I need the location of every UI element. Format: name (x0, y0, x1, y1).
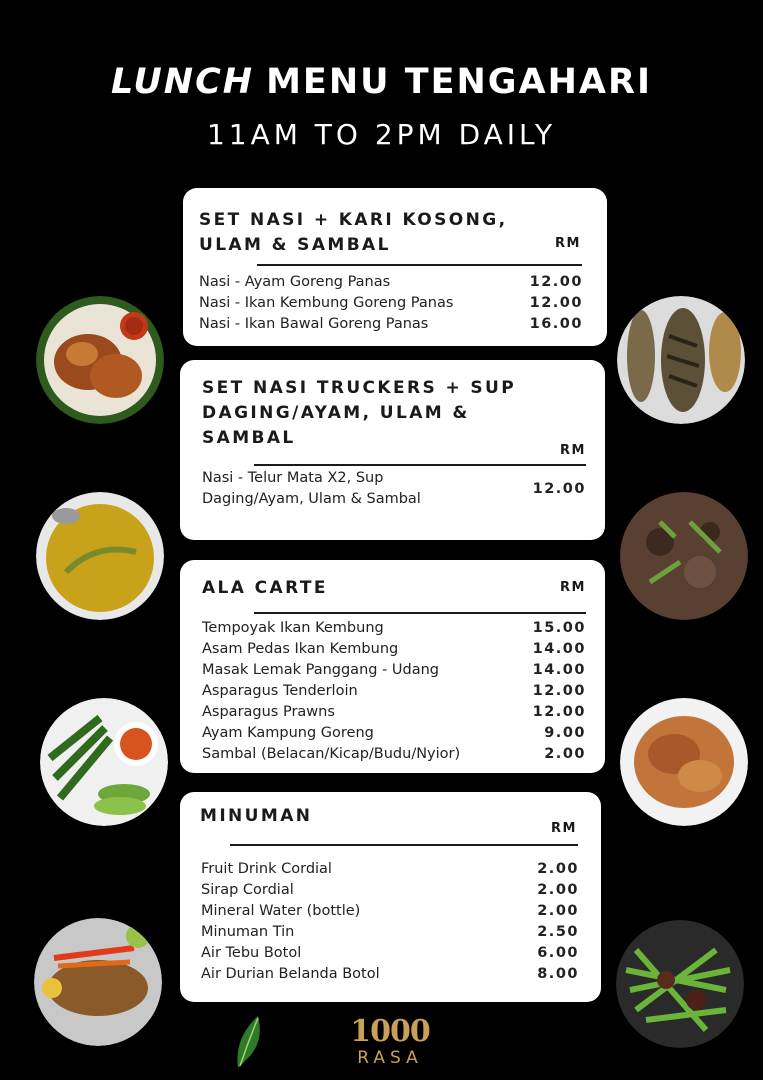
item-name: Sirap Cordial (201, 882, 294, 898)
divider (254, 464, 586, 466)
currency-label: RM (560, 443, 586, 458)
serunding-photo (620, 698, 748, 826)
item-name: Nasi - Ikan Bawal Goreng Panas (199, 316, 429, 332)
item-name-line: Daging/Ayam, Ulam & Sambal (202, 491, 421, 507)
item-price: 2.00 (537, 903, 579, 919)
item-name: Air Durian Belanda Botol (201, 966, 380, 982)
item-name: Asparagus Tenderloin (202, 683, 358, 699)
item-name (202, 468, 421, 510)
menu-item (202, 702, 586, 723)
item-name: Ayam Kampung Goreng (202, 725, 374, 741)
item-name: Tempoyak Ikan Kembung (202, 620, 384, 636)
logo-word: RASA (357, 1048, 423, 1068)
section-title: ALA CARTE (202, 578, 328, 598)
item-price: 12.00 (529, 274, 583, 290)
item-price: 2.00 (544, 746, 586, 762)
menu-item (201, 859, 579, 880)
item-price: 2.00 (537, 882, 579, 898)
item-name: Fruit Drink Cordial (201, 861, 332, 877)
menu-card-minuman (180, 792, 601, 1002)
menu-item (202, 618, 586, 639)
section-title (202, 376, 516, 451)
beef-stew-photo (620, 492, 748, 620)
item-price: 12.00 (529, 295, 583, 311)
item-name: Minuman Tin (201, 924, 295, 940)
divider (254, 612, 586, 614)
section-title: MINUMAN (200, 806, 313, 826)
currency-label: RM (555, 236, 581, 251)
item-name-line: Nasi - Telur Mata X2, Sup (202, 470, 384, 486)
asparagus-beef-photo (616, 920, 744, 1048)
section-title-line: SAMBAL (202, 428, 296, 448)
section-title-line: DAGING/AYAM, ULAM & (202, 403, 470, 423)
currency-label: RM (560, 580, 586, 595)
curry-soup-photo (36, 492, 164, 620)
item-name: Masak Lemak Panggang - Udang (202, 662, 440, 678)
item-list (199, 272, 583, 335)
item-price: 2.50 (537, 924, 579, 940)
menu-item (202, 660, 586, 681)
grilled-fish-photo (617, 296, 745, 424)
menu-card-set-truckers (180, 360, 605, 540)
menu-card-set-nasi (183, 188, 607, 346)
divider (257, 264, 582, 266)
item-price: 14.00 (532, 662, 586, 678)
menu-item (199, 293, 583, 314)
title-rest: MENU TENGAHARI (266, 62, 652, 102)
menu-card-ala-carte (180, 560, 605, 773)
menu-title (0, 62, 763, 102)
item-price: 8.00 (537, 966, 579, 982)
fried-chicken-photo (36, 296, 164, 424)
item-list (202, 468, 586, 510)
menu-item (202, 468, 586, 510)
brand-logo (330, 1016, 450, 1068)
currency-label: RM (551, 821, 577, 836)
item-price: 9.00 (544, 725, 586, 741)
menu-item (201, 901, 579, 922)
item-list (202, 618, 586, 765)
opening-hours: 11AM TO 2PM DAILY (206, 118, 557, 151)
item-name: Nasi - Ikan Kembung Goreng Panas (199, 295, 454, 311)
fried-fish-photo (34, 918, 162, 1046)
title-italic: LUNCH (111, 62, 255, 102)
menu-item (201, 880, 579, 901)
section-title-line: SET NASI + KARI KOSONG, (199, 210, 508, 230)
item-price: 6.00 (537, 945, 579, 961)
section-title-line: SET NASI TRUCKERS + SUP (202, 378, 517, 398)
item-price: 12.00 (532, 704, 586, 720)
item-name: Air Tebu Botol (201, 945, 302, 961)
ulam-sambal-photo (40, 698, 168, 826)
item-name: Asparagus Prawns (202, 704, 335, 720)
item-name: Asam Pedas Ikan Kembung (202, 641, 399, 657)
item-name: Sambal (Belacan/Kicap/Budu/Nyior) (202, 746, 461, 762)
logo-number: 1000 (350, 1014, 430, 1049)
menu-item (201, 922, 579, 943)
item-price: 16.00 (529, 316, 583, 332)
item-name: Mineral Water (bottle) (201, 903, 361, 919)
item-price: 14.00 (532, 641, 586, 657)
item-price: 12.00 (532, 683, 586, 699)
menu-item (202, 744, 586, 765)
menu-item (199, 272, 583, 293)
section-title-line: ULAM & SAMBAL (199, 235, 391, 255)
menu-item (201, 964, 579, 985)
menu-item (202, 723, 586, 744)
menu-item (201, 943, 579, 964)
item-price: 12.00 (532, 480, 586, 497)
item-price: 2.00 (537, 861, 579, 877)
item-list (201, 859, 579, 985)
divider (230, 844, 578, 846)
menu-item (199, 314, 583, 335)
menu-item (202, 681, 586, 702)
menu-item (202, 639, 586, 660)
section-title (199, 208, 507, 258)
item-name: Nasi - Ayam Goreng Panas (199, 274, 391, 290)
leaf-icon (228, 1012, 272, 1070)
item-price: 15.00 (532, 620, 586, 636)
